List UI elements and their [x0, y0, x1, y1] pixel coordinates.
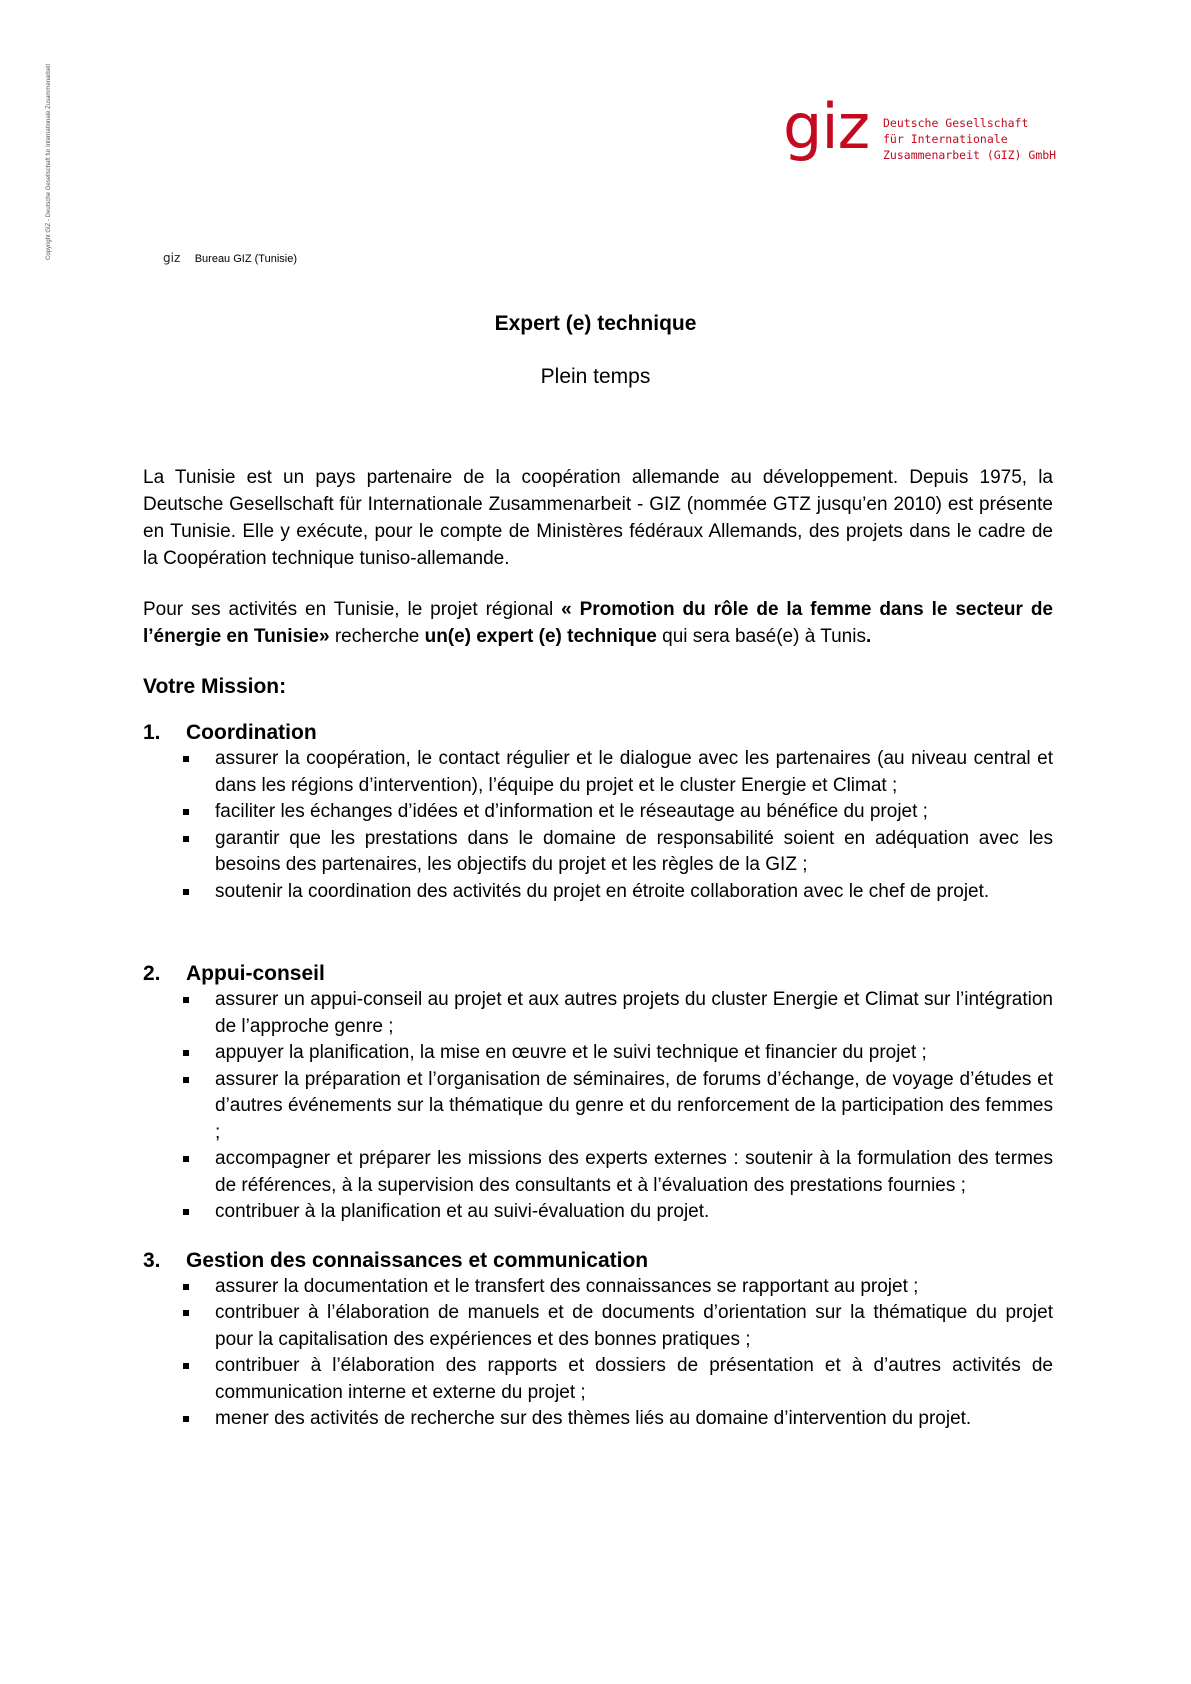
bullet-square-icon	[183, 889, 189, 895]
section-heading	[143, 961, 1053, 987]
list-item	[143, 879, 1053, 906]
office-header	[163, 249, 297, 267]
bullet-list	[143, 746, 1053, 905]
bullet-text: contribuer à l’élaboration de manuels et de documents d’orientation sur la thématique du projet pour la capitalisation des expériences et des bonnes pratiques ;	[215, 1302, 1053, 1350]
project-paragraph	[143, 596, 1053, 650]
bullet-square-icon	[183, 809, 189, 815]
bullet-square-icon	[183, 756, 189, 762]
list-item	[143, 1353, 1053, 1406]
logo-line-1: Deutsche Gesellschaft	[883, 116, 1029, 130]
position-name: un(e) expert (e) technique	[424, 626, 657, 647]
section-title: Gestion des connaissances et communication	[186, 1248, 649, 1272]
document-body	[143, 464, 1053, 1455]
list-item	[143, 1406, 1053, 1433]
bullet-text: garantir que les prestations dans le domaine de responsabilité soient en adéquation avec les besoins des partenaires, les objectifs du projet et les règles de la GIZ ;	[215, 827, 1053, 875]
bullet-square-icon	[183, 836, 189, 842]
bullet-text: assurer la documentation et le transfert des connaissances se rapportant au projet ;	[215, 1275, 919, 1297]
vertical-copyright-note	[46, 63, 56, 260]
section-heading	[143, 1248, 1053, 1274]
bullet-square-icon	[183, 1050, 189, 1056]
project-text-1: Pour ses activités en Tunisie, le projet régional	[143, 599, 562, 620]
project-text-end: .	[865, 626, 872, 647]
section-knowledge-management	[143, 1248, 1053, 1433]
list-item	[143, 1146, 1053, 1199]
list-item	[143, 1300, 1053, 1353]
section-number: 1.	[143, 721, 161, 744]
bullet-text: appuyer la planification, la mise en œuvre et le suivi technique et financier du projet ;	[215, 1042, 927, 1063]
bullet-list	[143, 1274, 1053, 1433]
bullet-square-icon	[183, 1156, 189, 1162]
copyright-text: Copyright GIZ - Deutsche Gesellschaft für Internationale Zusammenarbeit	[46, 63, 52, 260]
small-giz-logo: giz	[163, 251, 181, 265]
section-number: 3.	[143, 1248, 161, 1272]
list-item	[143, 1040, 1053, 1067]
bullet-square-icon	[183, 997, 189, 1003]
project-text-2: recherche	[329, 626, 425, 647]
list-item	[143, 799, 1053, 826]
giz-logo-mark: giz	[783, 90, 870, 163]
bullet-text: contribuer à l’élaboration des rapports et dossiers de présentation et à d’autres activités de communication interne et externe du projet ;	[215, 1355, 1053, 1403]
bullet-text: faciliter les échanges d’idées et d’information et le réseautage au bénéfice du projet ;	[215, 801, 928, 822]
bullet-square-icon	[183, 1363, 189, 1369]
list-item	[143, 826, 1053, 879]
bullet-text: assurer un appui-conseil au projet et aux autres projets du cluster Energie et Climat sur l’intégration de l’approche genre ;	[215, 989, 1053, 1037]
bullet-square-icon	[183, 1209, 189, 1215]
bullet-list	[143, 987, 1053, 1226]
list-item	[143, 1067, 1053, 1147]
list-item	[143, 746, 1053, 799]
section-number: 2.	[143, 962, 161, 985]
list-item	[143, 1199, 1053, 1226]
project-text-3: qui sera basé(e) à Tunis	[656, 626, 866, 647]
logo-line-2: für Internationale	[883, 132, 1008, 146]
bullet-text: assurer la coopération, le contact régulier et le dialogue avec les partenaires (au niveau central et dans les régions d’intervention), l’équipe du projet et le cluster Energie et Climat ;	[215, 748, 1053, 796]
office-name: Bureau GIZ (Tunisie)	[194, 253, 297, 265]
section-coordination	[143, 720, 1053, 905]
list-item	[143, 987, 1053, 1040]
bullet-text: accompagner et préparer les missions des experts externes : soutenir à la formulation des termes de références, à la supervision des consultants et à l’évaluation des prestations fournies ;	[215, 1148, 1053, 1196]
logo-line-3: Zusammenarbeit (GIZ) GmbH	[883, 148, 1057, 162]
bullet-text: contribuer à la planification et au suivi-évaluation du projet.	[215, 1201, 710, 1222]
section-appui-conseil	[143, 961, 1053, 1226]
mission-heading: Votre Mission:	[143, 675, 287, 698]
section-heading	[143, 720, 1053, 746]
bullet-text: soutenir la coordination des activités du projet en étroite collaboration avec le chef de projet.	[215, 880, 990, 902]
bullet-text: mener des activités de recherche sur des thèmes liés au domaine d’intervention du projet.	[215, 1408, 972, 1429]
bullet-square-icon	[183, 1310, 189, 1316]
bullet-square-icon	[183, 1284, 189, 1290]
bullet-text: assurer la préparation et l’organisation de séminaires, de forums d’échange, de voyage d’études et d’autres événements sur la thématique du genre et du renforcement de la participation des femmes ;	[215, 1068, 1053, 1143]
giz-logo-wordmark	[883, 115, 1056, 163]
job-type: Plein temps	[540, 365, 651, 388]
giz-logo	[783, 90, 1057, 176]
project-name: « Promotion du rôle de la femme dans le secteur de l’énergie en Tunisie»	[143, 599, 1053, 647]
list-item	[143, 1274, 1053, 1301]
job-title: Expert (e) technique	[494, 312, 697, 335]
section-title: Coordination	[186, 721, 317, 744]
bullet-square-icon	[183, 1416, 189, 1422]
section-title: Appui-conseil	[186, 962, 325, 985]
bullet-square-icon	[183, 1077, 189, 1083]
intro-paragraph: La Tunisie est un pays partenaire de la coopération allemande au développement. Depuis 1975, la Deutsche Gesellschaft für Internationale Zusammenarbeit - GIZ (nommée GTZ jusqu’en 2010) est présente en Tunisie. Elle y exécute, pour le compte de Ministères fédéraux Allemands, des projets dans le cadre de la Coopération technique tuniso-allemande.	[143, 467, 1053, 569]
